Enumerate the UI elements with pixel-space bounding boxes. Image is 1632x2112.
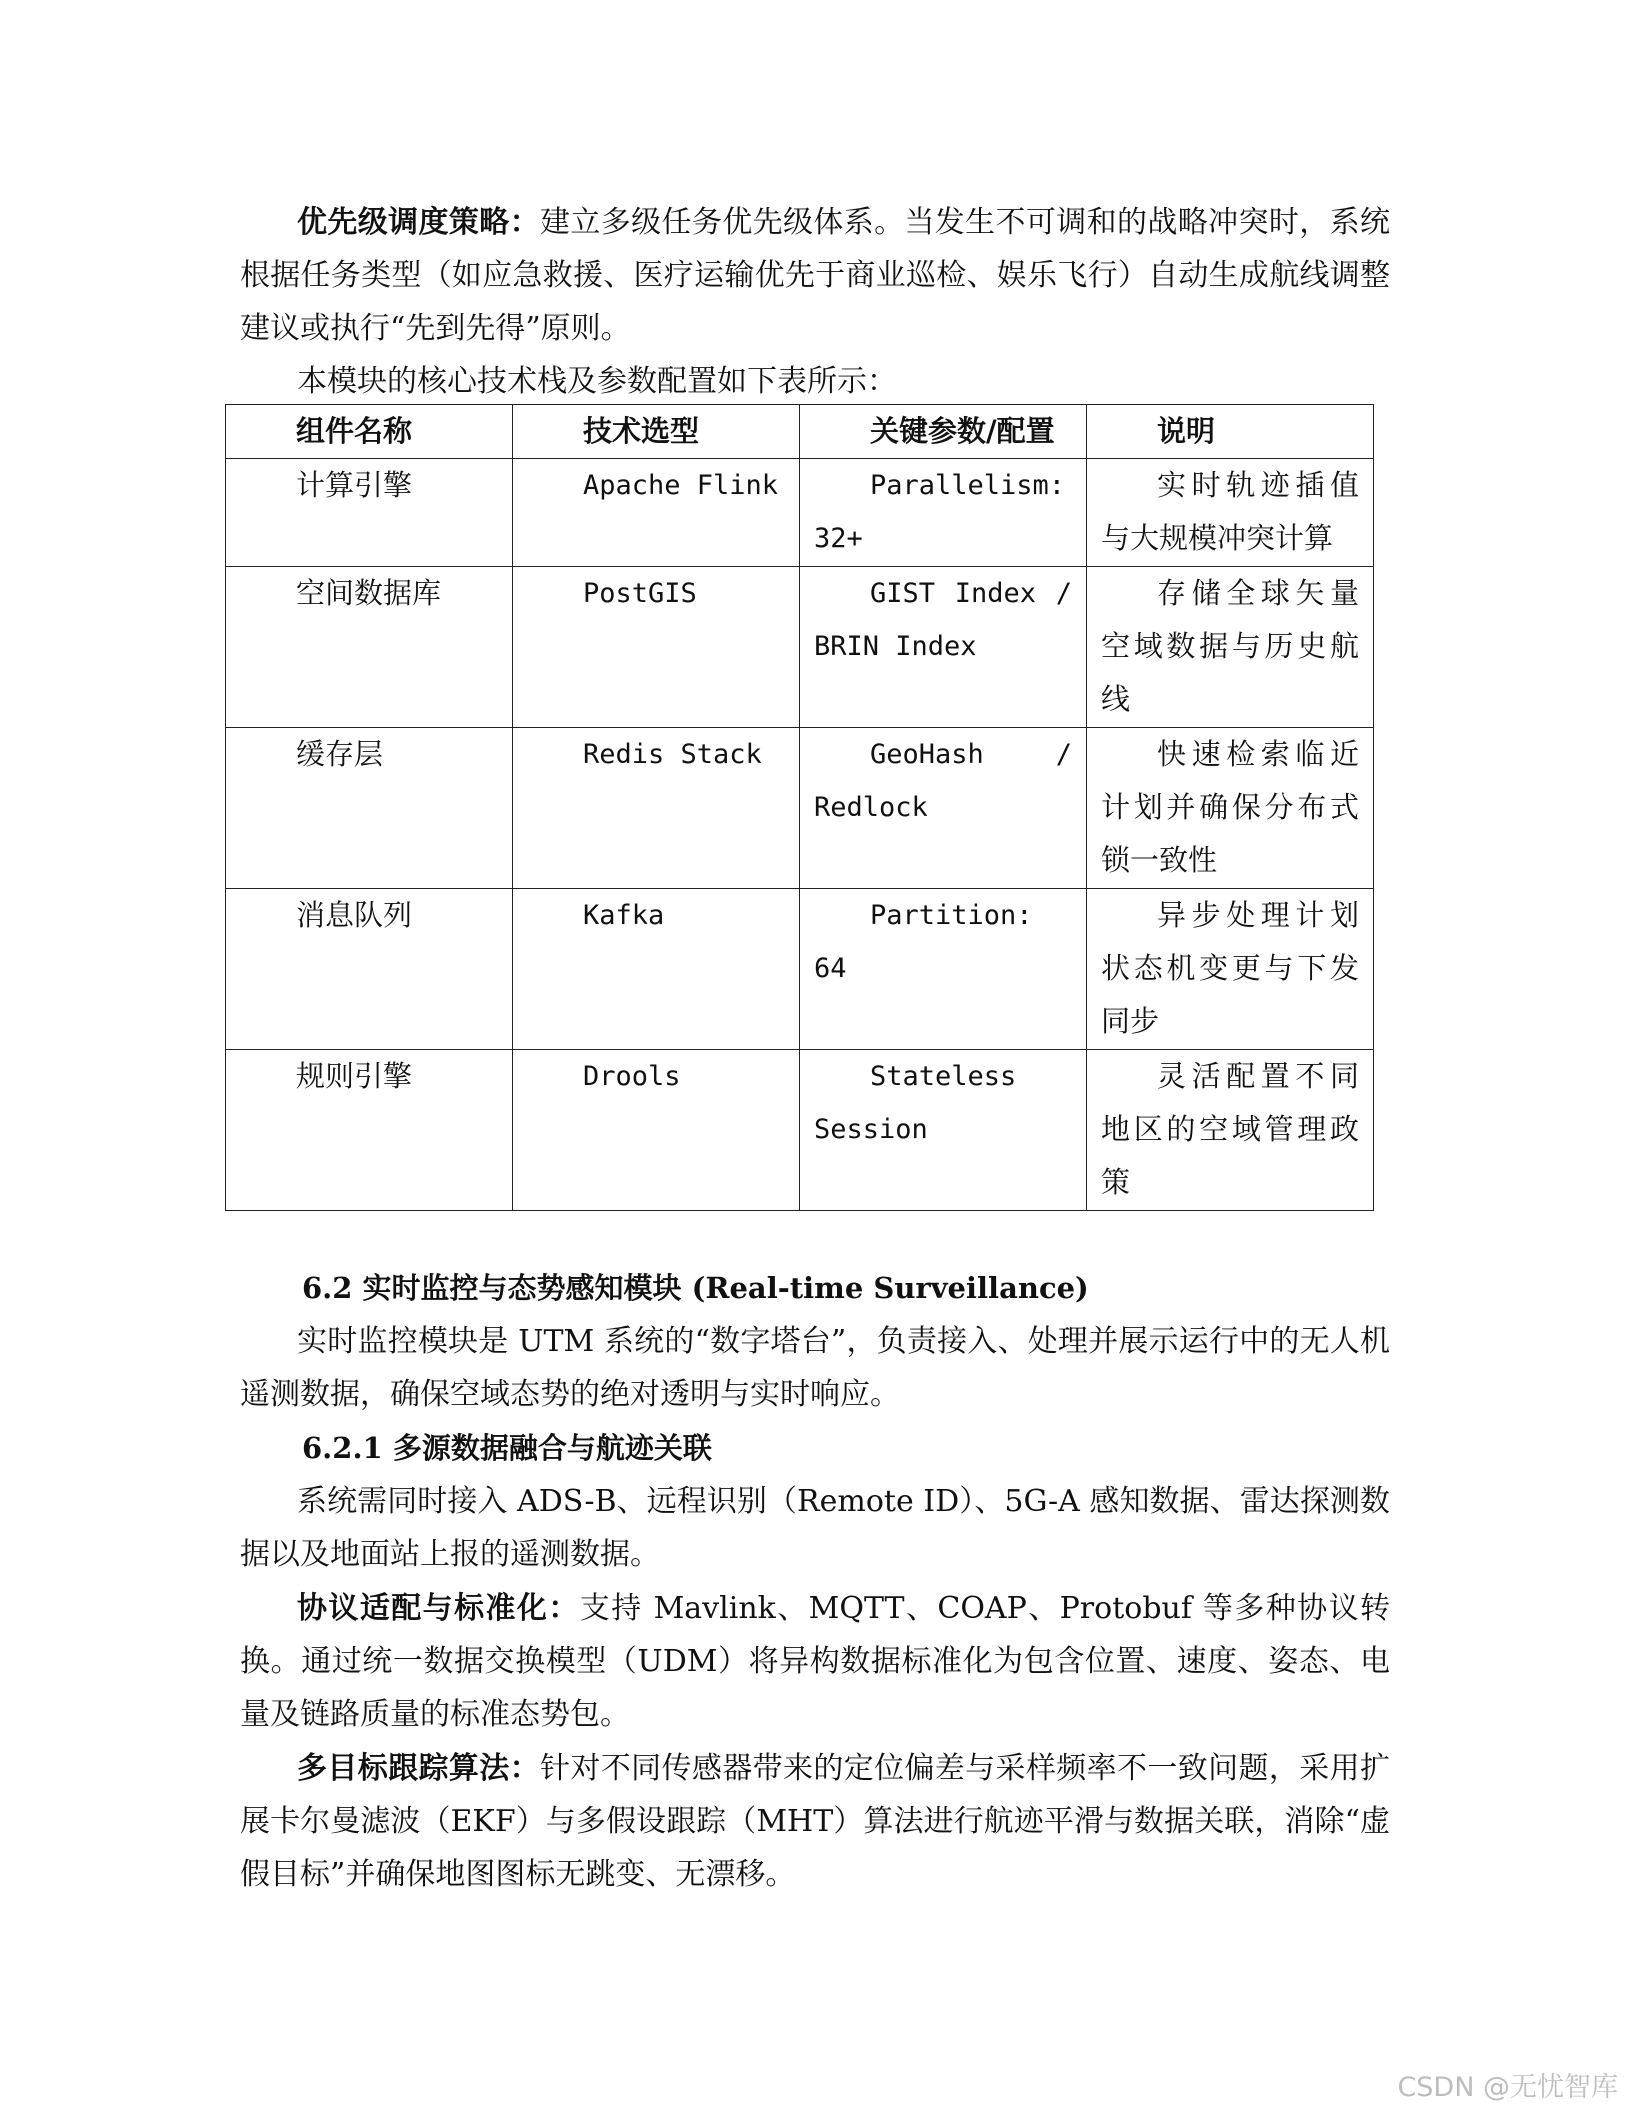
table-cell: 灵活配置不同地区的空域管理政策 [1087, 1050, 1374, 1211]
priority-strategy-paragraph [240, 196, 1390, 355]
multi-target-tracking-paragraph [240, 1742, 1390, 1901]
table-header-cell: 说明 [1087, 405, 1374, 459]
table-row [226, 459, 1374, 567]
table-intro-text: 本模块的核心技术栈及参数配置如下表所示： [297, 364, 897, 399]
table-cell: GeoHash / Redlock [800, 728, 1087, 889]
protocol-adaptation-text: 支持 Mavlink、MQTT、COAP、Protobuf 等多种协议转换。通过统一数据交换模型（UDM）将异构数据标准化为包含位置、速度、姿态、电量及链路质量的标准态势包。 [240, 1591, 1391, 1732]
section-6-2-heading: 6.2 实时监控与态势感知模块 (Real-time Surveillance) [302, 1271, 1089, 1305]
table-cell: 消息队列 [226, 889, 513, 1050]
watermark: CSDN @无忧智库 [1397, 2072, 1618, 2103]
priority-strategy-text: 建立多级任务优先级体系。当发生不可调和的战略冲突时，系统根据任务类型（如应急救援、医疗运输优先于商业巡检、娱乐飞行）自动生成航线调整建议或执行“先到先得”原则。 [240, 205, 1391, 346]
table-cell: 计算引擎 [226, 459, 513, 567]
table-cell: 空间数据库 [226, 567, 513, 728]
table-cell: Redis Stack [513, 728, 800, 889]
table-row [226, 889, 1374, 1050]
table-cell: 异步处理计划状态机变更与下发同步 [1087, 889, 1374, 1050]
table-cell: Drools [513, 1050, 800, 1211]
table-cell: 快速检索临近计划并确保分布式锁一致性 [1087, 728, 1374, 889]
table-header-row [226, 405, 1374, 459]
table-cell: 实时轨迹插值与大规模冲突计算 [1087, 459, 1374, 567]
section-6-2-1-heading: 6.2.1 多源数据融合与航迹关联 [302, 1431, 712, 1465]
table-cell: 缓存层 [226, 728, 513, 889]
tech-stack-table [225, 404, 1374, 1211]
table-cell: Kafka [513, 889, 800, 1050]
table-cell: Apache Flink [513, 459, 800, 567]
table-header-cell: 组件名称 [226, 405, 513, 459]
table-row [226, 728, 1374, 889]
protocol-adaptation-paragraph [240, 1582, 1390, 1741]
table-cell: 存储全球矢量空域数据与历史航线 [1087, 567, 1374, 728]
protocol-adaptation-label: 协议适配与标准化： [297, 1591, 580, 1626]
table-cell: Stateless Session [800, 1050, 1087, 1211]
table-row [226, 1050, 1374, 1211]
surveillance-intro-paragraph: 实时监控模块是 UTM 系统的“数字塔台”，负责接入、处理并展示运行中的无人机遥测数据，确保空域态势的绝对透明与实时响应。 [240, 1324, 1390, 1412]
multi-target-tracking-text: 针对不同传感器带来的定位偏差与采样频率不一致问题，采用扩展卡尔曼滤波（EKF）与多假设跟踪（MHT）算法进行航迹平滑与数据关联，消除“虚假目标”并确保地图图标无跳变、无漂移。 [240, 1751, 1391, 1892]
multi-target-tracking-label: 多目标跟踪算法： [297, 1751, 540, 1786]
table-header-cell: 技术选型 [513, 405, 800, 459]
table-cell: 规则引擎 [226, 1050, 513, 1211]
data-sources-paragraph: 系统需同时接入 ADS-B、远程识别（Remote ID）、5G-A 感知数据、雷达探测数据以及地面站上报的遥测数据。 [240, 1484, 1390, 1572]
table-cell: Partition: 64 [800, 889, 1087, 1050]
priority-strategy-label: 优先级调度策略： [297, 205, 540, 240]
table-cell: GIST Index / BRIN Index [800, 567, 1087, 728]
table-cell: PostGIS [513, 567, 800, 728]
table-row [226, 567, 1374, 728]
table-cell: Parallelism: 32+ [800, 459, 1087, 567]
table-header-cell: 关键参数/配置 [800, 405, 1087, 459]
